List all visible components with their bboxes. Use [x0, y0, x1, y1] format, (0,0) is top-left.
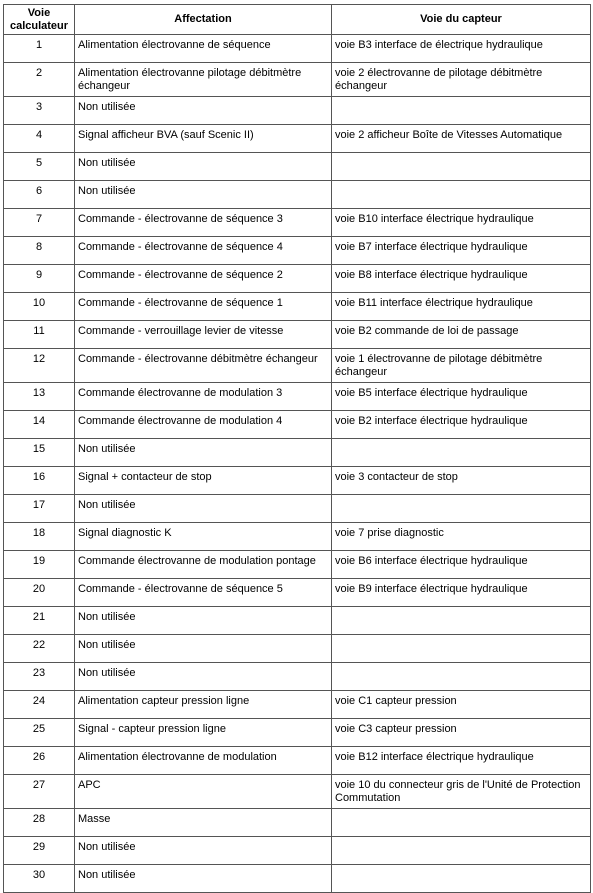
table-row — [4, 265, 591, 293]
cell-voie-capteur: voie B2 interface électrique hydraulique — [332, 411, 591, 439]
table-row — [4, 809, 591, 837]
table-row — [4, 663, 591, 691]
cell-voie-calculateur: 9 — [4, 265, 75, 293]
cell-affectation: Alimentation électrovanne de séquence — [75, 35, 332, 63]
cell-voie-capteur: voie B8 interface électrique hydraulique — [332, 265, 591, 293]
cell-affectation: Non utilisée — [75, 495, 332, 523]
cell-affectation: Signal afficheur BVA (sauf Scenic II) — [75, 125, 332, 153]
cell-affectation: Non utilisée — [75, 663, 332, 691]
table-row — [4, 635, 591, 663]
cell-voie-calculateur: 27 — [4, 775, 75, 809]
cell-voie-calculateur: 24 — [4, 691, 75, 719]
cell-affectation: Alimentation électrovanne pilotage débitmètre échangeur — [75, 63, 332, 97]
cell-voie-calculateur: 30 — [4, 865, 75, 893]
table-row — [4, 321, 591, 349]
table-row — [4, 607, 591, 635]
table-row — [4, 181, 591, 209]
cell-voie-calculateur: 13 — [4, 383, 75, 411]
cell-voie-capteur: voie 2 électrovanne de pilotage débitmètre échangeur — [332, 63, 591, 97]
table-row — [4, 495, 591, 523]
cell-voie-capteur: voie 1 électrovanne de pilotage débitmètre échangeur — [332, 349, 591, 383]
cell-voie-capteur: voie 2 afficheur Boîte de Vitesses Automatique — [332, 125, 591, 153]
cell-voie-calculateur: 4 — [4, 125, 75, 153]
cell-voie-calculateur: 23 — [4, 663, 75, 691]
cell-affectation: Commande - électrovanne de séquence 5 — [75, 579, 332, 607]
cell-affectation: Commande - électrovanne de séquence 4 — [75, 237, 332, 265]
table-row — [4, 125, 591, 153]
cell-affectation: Non utilisée — [75, 97, 332, 125]
cell-voie-calculateur: 21 — [4, 607, 75, 635]
cell-voie-capteur: voie B2 commande de loi de passage — [332, 321, 591, 349]
table-row — [4, 691, 591, 719]
cell-affectation: Masse — [75, 809, 332, 837]
header-affectation: Affectation — [75, 5, 332, 35]
cell-voie-capteur: voie C1 capteur pression — [332, 691, 591, 719]
cell-voie-capteur — [332, 181, 591, 209]
cell-affectation: Non utilisée — [75, 181, 332, 209]
cell-affectation: Signal - capteur pression ligne — [75, 719, 332, 747]
cell-voie-capteur: voie B10 interface électrique hydraulique — [332, 209, 591, 237]
cell-voie-calculateur: 3 — [4, 97, 75, 125]
cell-voie-capteur: voie C3 capteur pression — [332, 719, 591, 747]
cell-voie-capteur: voie B5 interface électrique hydraulique — [332, 383, 591, 411]
cell-voie-capteur — [332, 439, 591, 467]
cell-affectation: Commande - électrovanne débitmètre échangeur — [75, 349, 332, 383]
cell-affectation: Non utilisée — [75, 439, 332, 467]
cell-voie-calculateur: 5 — [4, 153, 75, 181]
cell-voie-capteur — [332, 663, 591, 691]
cell-voie-capteur: voie B11 interface électrique hydraulique — [332, 293, 591, 321]
cell-voie-capteur — [332, 865, 591, 893]
cell-affectation: Commande - électrovanne de séquence 2 — [75, 265, 332, 293]
cell-voie-calculateur: 22 — [4, 635, 75, 663]
cell-voie-capteur — [332, 495, 591, 523]
cell-affectation: Commande - verrouillage levier de vitesse — [75, 321, 332, 349]
cell-voie-calculateur: 12 — [4, 349, 75, 383]
cell-voie-calculateur: 17 — [4, 495, 75, 523]
cell-voie-capteur — [332, 837, 591, 865]
table-header-row — [4, 5, 591, 35]
cell-voie-calculateur: 19 — [4, 551, 75, 579]
table-row — [4, 349, 591, 383]
cell-voie-capteur — [332, 607, 591, 635]
cell-affectation: Non utilisée — [75, 635, 332, 663]
cell-voie-calculateur: 8 — [4, 237, 75, 265]
cell-voie-calculateur: 2 — [4, 63, 75, 97]
cell-affectation: Non utilisée — [75, 865, 332, 893]
cell-voie-calculateur: 15 — [4, 439, 75, 467]
cell-voie-calculateur: 14 — [4, 411, 75, 439]
cell-affectation: Non utilisée — [75, 607, 332, 635]
table-row — [4, 439, 591, 467]
cell-voie-calculateur: 6 — [4, 181, 75, 209]
cell-voie-capteur — [332, 153, 591, 181]
cell-voie-calculateur: 20 — [4, 579, 75, 607]
table-row — [4, 551, 591, 579]
pin-assignment-table — [3, 4, 591, 893]
cell-voie-capteur: voie B12 interface électrique hydraulique — [332, 747, 591, 775]
cell-voie-calculateur: 16 — [4, 467, 75, 495]
table-row — [4, 719, 591, 747]
table-row — [4, 209, 591, 237]
cell-voie-capteur: voie B6 interface électrique hydraulique — [332, 551, 591, 579]
cell-voie-calculateur: 26 — [4, 747, 75, 775]
cell-affectation: Alimentation électrovanne de modulation — [75, 747, 332, 775]
table-row — [4, 97, 591, 125]
cell-voie-capteur — [332, 809, 591, 837]
cell-voie-calculateur: 25 — [4, 719, 75, 747]
cell-affectation: Commande - électrovanne de séquence 1 — [75, 293, 332, 321]
cell-voie-capteur: voie 10 du connecteur gris de l'Unité de Protection Commutation — [332, 775, 591, 809]
cell-affectation: Commande électrovanne de modulation 3 — [75, 383, 332, 411]
table-row — [4, 63, 591, 97]
cell-voie-capteur: voie B7 interface électrique hydraulique — [332, 237, 591, 265]
header-voie-calculateur: Voie calculateur — [4, 5, 75, 35]
table-row — [4, 467, 591, 495]
table-row — [4, 579, 591, 607]
cell-affectation: Signal + contacteur de stop — [75, 467, 332, 495]
cell-voie-calculateur: 1 — [4, 35, 75, 63]
cell-voie-calculateur: 18 — [4, 523, 75, 551]
cell-affectation: APC — [75, 775, 332, 809]
table-row — [4, 383, 591, 411]
cell-affectation: Commande électrovanne de modulation 4 — [75, 411, 332, 439]
table-row — [4, 35, 591, 63]
cell-voie-capteur: voie B9 interface électrique hydraulique — [332, 579, 591, 607]
cell-voie-calculateur: 29 — [4, 837, 75, 865]
cell-affectation: Non utilisée — [75, 153, 332, 181]
cell-affectation: Non utilisée — [75, 837, 332, 865]
cell-affectation: Commande électrovanne de modulation pontage — [75, 551, 332, 579]
cell-voie-calculateur: 11 — [4, 321, 75, 349]
cell-affectation: Signal diagnostic K — [75, 523, 332, 551]
cell-affectation: Commande - électrovanne de séquence 3 — [75, 209, 332, 237]
cell-voie-calculateur: 28 — [4, 809, 75, 837]
table-row — [4, 837, 591, 865]
table-row — [4, 411, 591, 439]
table-row — [4, 775, 591, 809]
table-row — [4, 153, 591, 181]
cell-voie-capteur: voie 7 prise diagnostic — [332, 523, 591, 551]
table-row — [4, 865, 591, 893]
header-voie-capteur: Voie du capteur — [332, 5, 591, 35]
cell-voie-capteur: voie B3 interface de électrique hydraulique — [332, 35, 591, 63]
table-row — [4, 293, 591, 321]
table-row — [4, 523, 591, 551]
table-row — [4, 747, 591, 775]
cell-affectation: Alimentation capteur pression ligne — [75, 691, 332, 719]
cell-voie-capteur — [332, 635, 591, 663]
cell-voie-calculateur: 7 — [4, 209, 75, 237]
cell-voie-calculateur: 10 — [4, 293, 75, 321]
cell-voie-capteur — [332, 97, 591, 125]
cell-voie-capteur: voie 3 contacteur de stop — [332, 467, 591, 495]
table-row — [4, 237, 591, 265]
table-body — [4, 35, 591, 893]
